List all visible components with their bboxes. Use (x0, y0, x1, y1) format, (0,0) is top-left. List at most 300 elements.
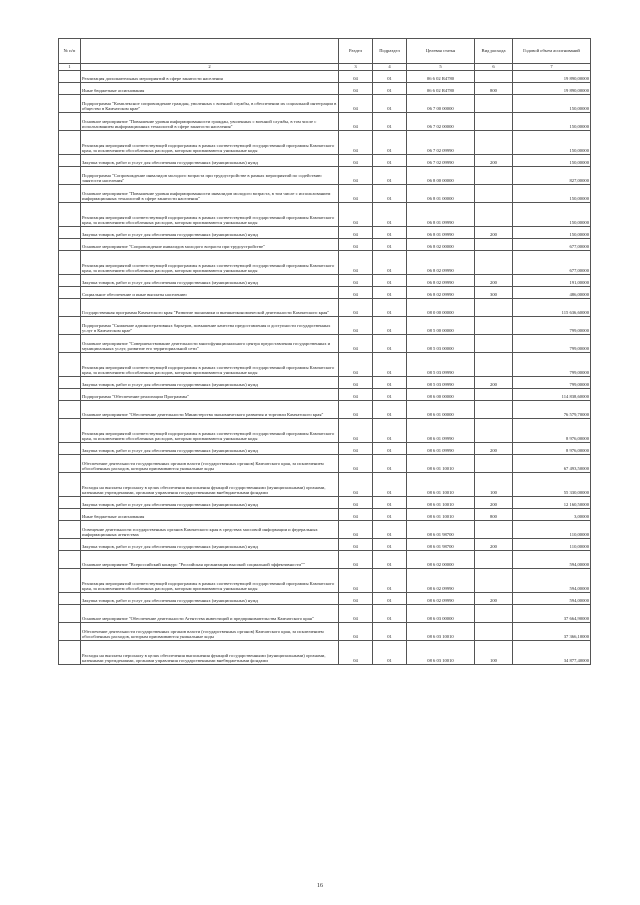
row-name-cell: Подпрограмма "Снижение административных барьеров, повышение качества предоставления и доступности государственных услуг в Камчатском крае" (81, 317, 339, 335)
row-sum-cell: 8 976,00000 (513, 443, 591, 455)
row-razdel-cell: 04 (339, 239, 373, 251)
row-name-cell: Закупка товаров, работ и услуг для обеспечения государственных (муниципальных) нужд (81, 275, 339, 287)
row-name-cell: Обеспечение деятельности государственных органов власти (государственных органов) Камчатского края, за исключением обособленных расходов, которым присваиваются уникальные коды (81, 623, 339, 641)
row-razdel-cell: 04 (339, 251, 373, 275)
table-row (59, 389, 591, 401)
row-razdel-cell: 04 (339, 71, 373, 83)
row-csr-cell: 08 6 01 98700 (407, 539, 475, 551)
row-podrazdel-cell: 01 (373, 335, 407, 353)
row-number-cell (59, 287, 81, 299)
row-csr-cell: 06 7 00 00000 (407, 95, 475, 113)
header-num: № п/п (59, 39, 81, 64)
row-sum-cell: 76 579,70000 (513, 401, 591, 419)
row-podrazdel-cell: 01 (373, 287, 407, 299)
row-sum-cell: 150,00000 (513, 203, 591, 227)
row-razdel-cell: 04 (339, 155, 373, 167)
row-razdel-cell: 04 (339, 473, 373, 497)
row-razdel-cell: 04 (339, 443, 373, 455)
table-row (59, 521, 591, 539)
header-name (81, 39, 339, 64)
table-header-row (59, 39, 591, 64)
row-number-cell (59, 539, 81, 551)
table-row (59, 203, 591, 227)
row-name-cell: Реализация дополнительных мероприятий в сфере занятости населения (81, 71, 339, 83)
row-podrazdel-cell: 01 (373, 497, 407, 509)
row-sum-cell: 55 330,00000 (513, 473, 591, 497)
row-vr-cell (475, 569, 513, 593)
row-vr-cell (475, 419, 513, 443)
row-vr-cell: 800 (475, 83, 513, 95)
row-razdel-cell: 04 (339, 605, 373, 623)
table-row (59, 71, 591, 83)
row-number-cell (59, 593, 81, 605)
table-row (59, 539, 591, 551)
column-number: 4 (373, 64, 407, 71)
row-number-cell (59, 251, 81, 275)
table-row (59, 275, 591, 287)
row-vr-cell (475, 335, 513, 353)
row-number-cell (59, 521, 81, 539)
row-razdel-cell: 04 (339, 167, 373, 185)
column-number: 6 (475, 64, 513, 71)
row-csr-cell: 06 8 00 00000 (407, 167, 475, 185)
table-row (59, 155, 591, 167)
row-razdel-cell: 04 (339, 455, 373, 473)
row-name-cell: Иные бюджетные ассигнования (81, 509, 339, 521)
row-razdel-cell: 04 (339, 203, 373, 227)
row-podrazdel-cell: 01 (373, 623, 407, 641)
header-podrazdel: Подраздел (373, 39, 407, 64)
row-name-cell: Основное мероприятие "Повышение уровня информированности инвалидов молодого возраста, в том числе с использованием информационных технологий в сфере занятости населения" (81, 185, 339, 203)
row-vr-cell (475, 203, 513, 227)
row-csr-cell: 06 8 02 09990 (407, 287, 475, 299)
table-row (59, 299, 591, 317)
row-razdel-cell: 04 (339, 521, 373, 539)
table-row (59, 185, 591, 203)
row-name-cell: Закупка товаров, работ и услуг для обеспечения государственных (муниципальных) нужд (81, 377, 339, 389)
row-number-cell (59, 95, 81, 113)
row-csr-cell: 08 6 00 00000 (407, 389, 475, 401)
row-podrazdel-cell: 01 (373, 521, 407, 539)
row-sum-cell: 34 877,40000 (513, 641, 591, 665)
row-podrazdel-cell: 01 (373, 167, 407, 185)
row-vr-cell (475, 623, 513, 641)
row-vr-cell: 200 (475, 593, 513, 605)
row-razdel-cell: 04 (339, 497, 373, 509)
row-sum-cell: 19 890,00000 (513, 83, 591, 95)
row-vr-cell: 100 (475, 473, 513, 497)
table-row (59, 335, 591, 353)
row-csr-cell: 08 6 02 09990 (407, 593, 475, 605)
row-number-cell (59, 83, 81, 95)
row-vr-cell (475, 299, 513, 317)
row-csr-cell: 06 6 02 R4780 (407, 83, 475, 95)
row-number-cell (59, 185, 81, 203)
row-csr-cell: 08 6 01 98700 (407, 521, 475, 539)
row-podrazdel-cell: 01 (373, 95, 407, 113)
row-vr-cell (475, 95, 513, 113)
row-sum-cell: 3,00000 (513, 509, 591, 521)
row-csr-cell: 06 8 01 00000 (407, 185, 475, 203)
row-csr-cell: 08 5 03 09990 (407, 377, 475, 389)
row-sum-cell: 37 664,90000 (513, 605, 591, 623)
row-name-cell: Реализация мероприятий соответствующей подпрограммы в рамках соответствующей государственной программы Камчатского края, за исключением обособленных расходов, которым присваиваются уникальные коды (81, 203, 339, 227)
table-row (59, 623, 591, 641)
row-podrazdel-cell: 01 (373, 419, 407, 443)
row-podrazdel-cell: 01 (373, 83, 407, 95)
row-vr-cell: 200 (475, 443, 513, 455)
row-vr-cell (475, 239, 513, 251)
row-vr-cell (475, 113, 513, 131)
row-vr-cell (475, 401, 513, 419)
row-sum-cell: 37 366,10000 (513, 623, 591, 641)
row-vr-cell (475, 131, 513, 155)
row-razdel-cell: 04 (339, 539, 373, 551)
row-number-cell (59, 623, 81, 641)
table-row (59, 287, 591, 299)
row-csr-cell: 06 7 02 00000 (407, 113, 475, 131)
row-name-cell: Закупка товаров, работ и услуг для обеспечения государственных (муниципальных) нужд (81, 593, 339, 605)
row-number-cell (59, 443, 81, 455)
row-number-cell (59, 455, 81, 473)
row-razdel-cell: 04 (339, 641, 373, 665)
row-razdel-cell: 04 (339, 131, 373, 155)
row-podrazdel-cell: 01 (373, 227, 407, 239)
row-csr-cell: 08 6 01 10010 (407, 497, 475, 509)
row-podrazdel-cell: 01 (373, 113, 407, 131)
row-razdel-cell: 04 (339, 299, 373, 317)
row-csr-cell: 08 6 01 10010 (407, 509, 475, 521)
row-name-cell: Основное мероприятие "Обеспечение деятельности Министерства экономического развития и торговли Камчатского края" (81, 401, 339, 419)
row-name-cell: Подпрограмма "Комплексное сопровождение граждан, уволенных с военной службы, в обеспечении их социальной интеграции в общество в Камчатском крае" (81, 95, 339, 113)
row-razdel-cell: 04 (339, 185, 373, 203)
row-name-cell: Государственная программа Камчатского края "Развитие экономики и внешнеэкономической деятельности Камчатского края" (81, 299, 339, 317)
row-name-cell: Закупка товаров, работ и услуг для обеспечения государственных (муниципальных) нужд (81, 155, 339, 167)
row-podrazdel-cell: 01 (373, 473, 407, 497)
row-csr-cell: 08 6 03 10010 (407, 641, 475, 665)
row-number-cell (59, 641, 81, 665)
row-name-cell: Реализация мероприятий соответствующей подпрограммы в рамках соответствующей государственной программы Камчатского края, за исключением обособленных расходов, которым присваиваются уникальные коды (81, 419, 339, 443)
row-podrazdel-cell: 01 (373, 317, 407, 335)
row-vr-cell: 100 (475, 641, 513, 665)
row-csr-cell: 06 8 01 09990 (407, 227, 475, 239)
row-razdel-cell: 04 (339, 569, 373, 593)
row-sum-cell: 150,00000 (513, 95, 591, 113)
row-name-cell: Расходы на выплаты персоналу в целях обеспечения выполнения функций государственными (муниципальными) органами, казенными учреждениями, органами управления государственными внебюджетными фондами (81, 641, 339, 665)
row-name-cell: Подпрограмма "Обеспечение реализации Программы" (81, 389, 339, 401)
row-podrazdel-cell: 01 (373, 551, 407, 569)
row-number-cell (59, 275, 81, 287)
row-podrazdel-cell: 01 (373, 299, 407, 317)
table-row (59, 419, 591, 443)
row-csr-cell: 06 8 01 09990 (407, 203, 475, 227)
row-podrazdel-cell: 01 (373, 251, 407, 275)
row-razdel-cell: 04 (339, 551, 373, 569)
table-row (59, 227, 591, 239)
row-podrazdel-cell: 01 (373, 353, 407, 377)
table-row (59, 605, 591, 623)
row-name-cell: Освещение деятельности государственных органов Камчатского края в средствах массовой информации и федеральных информационных агентствах (81, 521, 339, 539)
row-number-cell (59, 155, 81, 167)
row-number-cell (59, 389, 81, 401)
row-sum-cell: 12 160,50000 (513, 497, 591, 509)
row-name-cell: Основное мероприятие "Всероссийский конкурс "Российская организация высокой социальной эффективности"" (81, 551, 339, 569)
row-razdel-cell: 04 (339, 113, 373, 131)
row-podrazdel-cell: 01 (373, 131, 407, 155)
row-csr-cell: 06 8 02 09990 (407, 275, 475, 287)
row-vr-cell (475, 551, 513, 569)
row-vr-cell: 300 (475, 287, 513, 299)
table-row (59, 251, 591, 275)
row-vr-cell: 200 (475, 275, 513, 287)
row-vr-cell (475, 71, 513, 83)
table-body (59, 71, 591, 665)
row-podrazdel-cell: 01 (373, 509, 407, 521)
row-name-cell: Подпрограмма "Сопровождение инвалидов молодого возраста при трудоустройстве в рамках мероприятий по содействию занятости населения" (81, 167, 339, 185)
row-number-cell (59, 509, 81, 521)
column-number-row (59, 64, 591, 71)
row-name-cell: Расходы на выплаты персоналу в целях обеспечения выполнения функций государственными (муниципальными) органами, казенными учреждениями, органами управления государственными внебюджетными фондами (81, 473, 339, 497)
row-vr-cell (475, 389, 513, 401)
column-number: 3 (339, 64, 373, 71)
row-podrazdel-cell: 01 (373, 389, 407, 401)
row-csr-cell: 08 6 02 09990 (407, 569, 475, 593)
row-razdel-cell: 04 (339, 353, 373, 377)
row-razdel-cell: 04 (339, 509, 373, 521)
row-number-cell (59, 335, 81, 353)
table-row (59, 569, 591, 593)
row-vr-cell: 200 (475, 155, 513, 167)
row-podrazdel-cell: 01 (373, 455, 407, 473)
row-sum-cell: 150,00000 (513, 185, 591, 203)
row-name-cell: Закупка товаров, работ и услуг для обеспечения государственных (муниципальных) нужд (81, 539, 339, 551)
header-razdel: Раздел (339, 39, 373, 64)
table-row (59, 443, 591, 455)
row-csr-cell: 06 8 02 09990 (407, 251, 475, 275)
row-number-cell (59, 299, 81, 317)
row-csr-cell: 08 6 01 09990 (407, 443, 475, 455)
row-sum-cell: 677,00000 (513, 239, 591, 251)
row-name-cell: Реализация мероприятий соответствующей подпрограммы в рамках соответствующей государственной программы Камчатского края, за исключением обособленных расходов, которым присваиваются уникальные коды (81, 353, 339, 377)
row-vr-cell (475, 353, 513, 377)
page-number: 16 (317, 883, 323, 889)
row-razdel-cell: 04 (339, 83, 373, 95)
row-name-cell: Основное мероприятие "Повышение уровня информированности граждан, уволенных с военной службы, в том числе с использованием информационных технологий в сфере занятости населения" (81, 113, 339, 131)
table-row (59, 455, 591, 473)
row-sum-cell: 594,00000 (513, 569, 591, 593)
row-number-cell (59, 401, 81, 419)
row-razdel-cell: 04 (339, 275, 373, 287)
row-vr-cell (475, 605, 513, 623)
row-csr-cell: 08 6 01 00000 (407, 401, 475, 419)
table-row (59, 377, 591, 389)
row-podrazdel-cell: 01 (373, 605, 407, 623)
row-csr-cell: 08 6 01 10010 (407, 455, 475, 473)
row-podrazdel-cell: 01 (373, 185, 407, 203)
row-number-cell (59, 203, 81, 227)
row-number-cell (59, 167, 81, 185)
row-csr-cell: 08 5 00 00000 (407, 317, 475, 335)
row-sum-cell: 150,00000 (513, 113, 591, 131)
row-sum-cell: 19 890,00000 (513, 71, 591, 83)
row-number-cell (59, 131, 81, 155)
row-vr-cell: 200 (475, 227, 513, 239)
row-podrazdel-cell: 01 (373, 539, 407, 551)
row-sum-cell: 799,00000 (513, 335, 591, 353)
header-sum: Годовой объем ассигнований (513, 39, 591, 64)
row-sum-cell: 799,00000 (513, 317, 591, 335)
row-razdel-cell: 04 (339, 335, 373, 353)
row-sum-cell: 115 636,60000 (513, 299, 591, 317)
row-razdel-cell: 04 (339, 623, 373, 641)
row-csr-cell: 08 5 03 09990 (407, 353, 475, 377)
row-podrazdel-cell: 01 (373, 641, 407, 665)
table-row (59, 497, 591, 509)
row-csr-cell: 06 8 02 00000 (407, 239, 475, 251)
row-vr-cell: 200 (475, 539, 513, 551)
table-row (59, 473, 591, 497)
row-number-cell (59, 71, 81, 83)
row-razdel-cell: 04 (339, 389, 373, 401)
row-csr-cell: 08 5 03 00000 (407, 335, 475, 353)
row-csr-cell: 08 6 03 00000 (407, 605, 475, 623)
row-number-cell (59, 419, 81, 443)
row-podrazdel-cell: 01 (373, 377, 407, 389)
table-row (59, 317, 591, 335)
row-number-cell (59, 473, 81, 497)
row-razdel-cell: 04 (339, 95, 373, 113)
table-row (59, 239, 591, 251)
table-row (59, 641, 591, 665)
row-name-cell: Иные бюджетные ассигнования (81, 83, 339, 95)
row-number-cell (59, 497, 81, 509)
row-sum-cell: 594,00000 (513, 593, 591, 605)
row-number-cell (59, 551, 81, 569)
row-sum-cell: 67 493,50000 (513, 455, 591, 473)
row-podrazdel-cell: 01 (373, 593, 407, 605)
row-vr-cell (475, 455, 513, 473)
row-razdel-cell: 04 (339, 419, 373, 443)
row-razdel-cell: 04 (339, 227, 373, 239)
table-row (59, 113, 591, 131)
header-csr: Целевая статья (407, 39, 475, 64)
column-number: 2 (81, 64, 339, 71)
row-sum-cell: 150,00000 (513, 227, 591, 239)
row-sum-cell: 594,00000 (513, 551, 591, 569)
row-number-cell (59, 239, 81, 251)
row-razdel-cell: 04 (339, 401, 373, 419)
row-sum-cell: 827,00000 (513, 167, 591, 185)
row-podrazdel-cell: 01 (373, 155, 407, 167)
row-sum-cell: 799,00000 (513, 353, 591, 377)
row-csr-cell: 06 7 02 09990 (407, 155, 475, 167)
row-number-cell (59, 353, 81, 377)
row-number-cell (59, 569, 81, 593)
row-vr-cell (475, 185, 513, 203)
row-sum-cell: 110,00000 (513, 521, 591, 539)
row-name-cell: Основное мероприятие "Сопровождение инвалидов молодого возраста при трудоустройстве" (81, 239, 339, 251)
row-podrazdel-cell: 01 (373, 401, 407, 419)
row-vr-cell: 200 (475, 377, 513, 389)
table-row (59, 167, 591, 185)
row-razdel-cell: 04 (339, 593, 373, 605)
row-csr-cell: 06 7 02 09990 (407, 131, 475, 155)
row-csr-cell: 08 0 00 00000 (407, 299, 475, 317)
row-csr-cell: 08 6 01 10010 (407, 473, 475, 497)
header-vr: Вид расхода (475, 39, 513, 64)
table-row (59, 593, 591, 605)
row-name-cell: Реализация мероприятий соответствующей подпрограммы в рамках соответствующей государственной программы Камчатского края, за исключением обособленных расходов, которым присваиваются уникальные коды (81, 251, 339, 275)
row-sum-cell: 150,00000 (513, 155, 591, 167)
table-row (59, 551, 591, 569)
table-row (59, 95, 591, 113)
row-number-cell (59, 113, 81, 131)
row-name-cell: Основное мероприятие "Обеспечение деятельности Агентства инвестиций и предпринимательства Камчатского края" (81, 605, 339, 623)
row-vr-cell (475, 521, 513, 539)
row-csr-cell: 08 6 02 00000 (407, 551, 475, 569)
row-name-cell: Реализация мероприятий соответствующей подпрограммы в рамках соответствующей государственной программы Камчатского края, за исключением обособленных расходов, которым присваиваются уникальные коды (81, 569, 339, 593)
row-sum-cell: 8 976,00000 (513, 419, 591, 443)
row-number-cell (59, 227, 81, 239)
row-csr-cell: 06 6 02 R4780 (407, 71, 475, 83)
row-razdel-cell: 04 (339, 317, 373, 335)
row-podrazdel-cell: 01 (373, 569, 407, 593)
row-vr-cell (475, 167, 513, 185)
row-podrazdel-cell: 01 (373, 275, 407, 287)
table-row (59, 509, 591, 521)
row-sum-cell: 677,00000 (513, 251, 591, 275)
table-row (59, 131, 591, 155)
budget-table (58, 38, 591, 665)
row-podrazdel-cell: 01 (373, 239, 407, 251)
row-sum-cell: 486,00000 (513, 287, 591, 299)
row-csr-cell: 08 6 01 09990 (407, 419, 475, 443)
row-sum-cell: 114 838,60000 (513, 389, 591, 401)
table-row (59, 83, 591, 95)
row-name-cell: Основное мероприятие "Совершенствование деятельности многофункционального центра предоставления государственных и муниципальных услуг, развитие его территориальной сети" (81, 335, 339, 353)
row-name-cell: Закупка товаров, работ и услуг для обеспечения государственных (муниципальных) нужд (81, 443, 339, 455)
column-number: 7 (513, 64, 591, 71)
row-vr-cell: 800 (475, 509, 513, 521)
row-sum-cell: 799,00000 (513, 377, 591, 389)
row-csr-cell: 08 6 03 10010 (407, 623, 475, 641)
row-razdel-cell: 04 (339, 377, 373, 389)
document-page (58, 38, 590, 665)
row-podrazdel-cell: 01 (373, 71, 407, 83)
row-sum-cell: 110,00000 (513, 539, 591, 551)
row-razdel-cell: 04 (339, 287, 373, 299)
row-number-cell (59, 605, 81, 623)
column-number: 1 (59, 64, 81, 71)
row-name-cell: Закупка товаров, работ и услуг для обеспечения государственных (муниципальных) нужд (81, 497, 339, 509)
column-number: 5 (407, 64, 475, 71)
row-sum-cell: 191,00000 (513, 275, 591, 287)
row-name-cell: Реализация мероприятий соответствующей подпрограммы в рамках соответствующей государственной программы Камчатского края, за исключением обособленных расходов, которым присваиваются уникальные коды (81, 131, 339, 155)
row-name-cell: Социальное обеспечение и иные выплаты населению (81, 287, 339, 299)
table-row (59, 401, 591, 419)
row-number-cell (59, 317, 81, 335)
row-podrazdel-cell: 01 (373, 443, 407, 455)
row-name-cell: Обеспечение деятельности государственных органов власти (государственных органов) Камчатского края, за исключением обособленных расходов, которым присваиваются уникальные коды (81, 455, 339, 473)
row-vr-cell: 200 (475, 497, 513, 509)
row-vr-cell (475, 251, 513, 275)
row-sum-cell: 150,00000 (513, 131, 591, 155)
row-podrazdel-cell: 01 (373, 203, 407, 227)
table-row (59, 353, 591, 377)
row-vr-cell (475, 317, 513, 335)
row-name-cell: Закупка товаров, работ и услуг для обеспечения государственных (муниципальных) нужд (81, 227, 339, 239)
row-number-cell (59, 377, 81, 389)
